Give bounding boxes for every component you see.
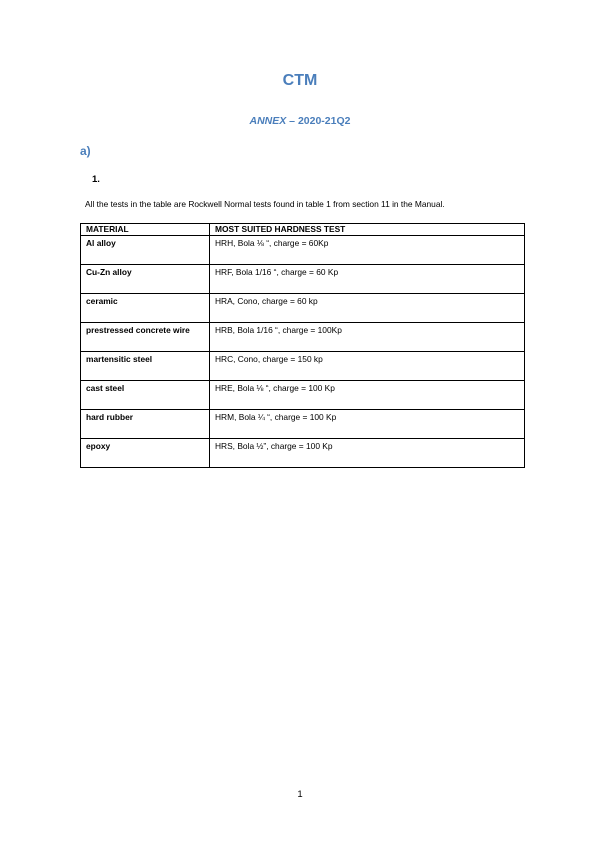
column-header-material: MATERIAL	[81, 224, 210, 236]
material-cell: epoxy	[81, 439, 210, 468]
material-cell: ceramic	[81, 294, 210, 323]
test-cell: HRF, Bola 1/16 “, charge = 60 Kp	[210, 265, 525, 294]
hardness-table	[80, 223, 525, 468]
document-title: CTM	[282, 72, 318, 89]
test-cell: HRH, Bola ⅛ “, charge = 60Kp	[210, 236, 525, 265]
table-row	[81, 323, 525, 352]
test-cell: HRM, Bola ¼ “, charge = 100 Kp	[210, 410, 525, 439]
material-cell: Cu-Zn alloy	[81, 265, 210, 294]
table-row	[81, 294, 525, 323]
test-cell: HRC, Cono, charge = 150 kp	[210, 352, 525, 381]
subtitle-term: – 2020-21Q2	[286, 115, 351, 127]
material-cell: hard rubber	[81, 410, 210, 439]
material-cell: Al alloy	[81, 236, 210, 265]
table-row	[81, 236, 525, 265]
test-cell: HRB, Bola 1/16 “, charge = 100Kp	[210, 323, 525, 352]
table-header-row	[81, 224, 525, 236]
page-number: 1	[297, 789, 303, 800]
material-cell: martensitic steel	[81, 352, 210, 381]
subtitle-annex: ANNEX	[249, 115, 287, 127]
section-heading: a)	[80, 144, 91, 158]
table-row	[81, 381, 525, 410]
test-cell: HRE, Bola ⅛ “, charge = 100 Kp	[210, 381, 525, 410]
table-row	[81, 352, 525, 381]
document-subtitle	[0, 115, 600, 127]
intro-paragraph: All the tests in the table are Rockwell Normal tests found in table 1 from section 11 in the Manual.	[85, 199, 445, 209]
material-cell: prestressed concrete wire	[81, 323, 210, 352]
material-cell: cast steel	[81, 381, 210, 410]
test-cell: HRS, Bola ½”, charge = 100 Kp	[210, 439, 525, 468]
test-cell: HRA, Cono, charge = 60 kp	[210, 294, 525, 323]
item-number: 1.	[92, 174, 100, 185]
table-row	[81, 265, 525, 294]
table-row	[81, 410, 525, 439]
column-header-test: MOST SUITED HARDNESS TEST	[210, 224, 525, 236]
table-row	[81, 439, 525, 468]
